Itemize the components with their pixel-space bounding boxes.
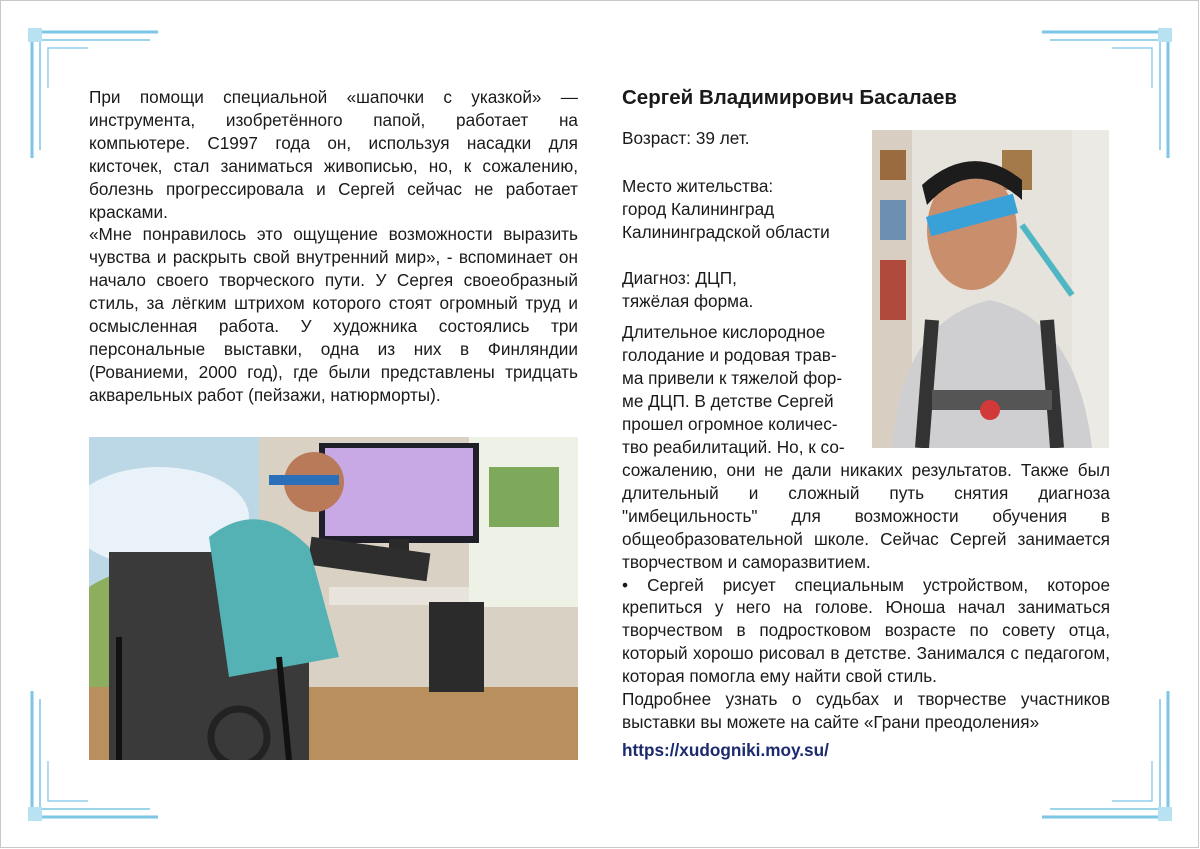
diagnosis-severity: тяжёлая форма. [622, 290, 754, 311]
history-line: ме ДЦП. В детстве Сергей [622, 390, 834, 411]
medical-history-block [622, 321, 867, 458]
age-line: Возраст: 39 лет. [622, 128, 750, 148]
history-line: прошел огромное количес- [622, 413, 838, 434]
residence-region: Калининградской области [622, 221, 830, 242]
person-name-title: Сергей Владимирович Басалаев [622, 86, 958, 109]
diagnosis-label: Диагноз: ДЦП, [622, 268, 737, 288]
paragraph-more-info: Подробнее узнать о судьбах и творчестве участников выставки вы можете на сайте «Грани преодоления» [622, 689, 1110, 732]
right-body-text [622, 459, 1110, 734]
left-text-column [89, 86, 578, 407]
history-line: Длительное кислородное [622, 322, 826, 342]
residence-label: Место жительства: [622, 176, 774, 196]
paragraph-drawing-device: • Сергей рисует специальным устройством, которое крепиться у него на голове. Юноша начал заниматься творчеством в подростковом возрасте по совету отца, который хорошо рисовал в детстве. Занимался с педагогом, которая помогла ему найти свой стиль. [622, 574, 1110, 687]
photo-portrait [872, 130, 1109, 448]
age-text [622, 127, 867, 150]
photo-artist-at-computer [89, 437, 578, 760]
paragraph-tools: При помощи специальной «шапочки с указкой» — инструмента, изобретённого папой, работает на компьютере. С1997 года он, используя насадки для кисточек, стал заниматься живописью, но, к сожалению, болезнь прогрессировала и Сергей сейчас не работает красками. [89, 87, 578, 222]
paragraph-quote: «Мне понравилось это ощущение возможности выразить чувства и раскрыть свой внутренний мир», - вспоминает он начало своего творческого пути. У Сергея своеобразный стиль, за лёгким штрихом которого стоят огромный труд и осмысленная работа. У художника состоялись три персональные выставки, одна из них в Финляндии (Рованиеми, 2000 год), где были представлены тридцать акварельных работ (пейзажи, натюрморты). [89, 224, 578, 405]
history-line: ма привели к тяжелой фор- [622, 367, 843, 388]
history-line: тво реабилитаций. Но, к со- [622, 436, 845, 457]
website-link[interactable]: https://xudogniki.moy.su/ [622, 740, 829, 760]
history-line: голодание и родовая трав- [622, 344, 837, 365]
paragraph-history-continued: сожалению, они не дали никаких результатов. Также был длительный и сложный путь снятия диагноза "имбецильность" для возможности обучения в общеобразовательной школе. Сейчас Сергей занимается творчеством и саморазвитием. [622, 460, 1110, 572]
residence-block [622, 175, 867, 244]
residence-city: город Калининград [622, 198, 775, 219]
diagnosis-block [622, 267, 867, 313]
